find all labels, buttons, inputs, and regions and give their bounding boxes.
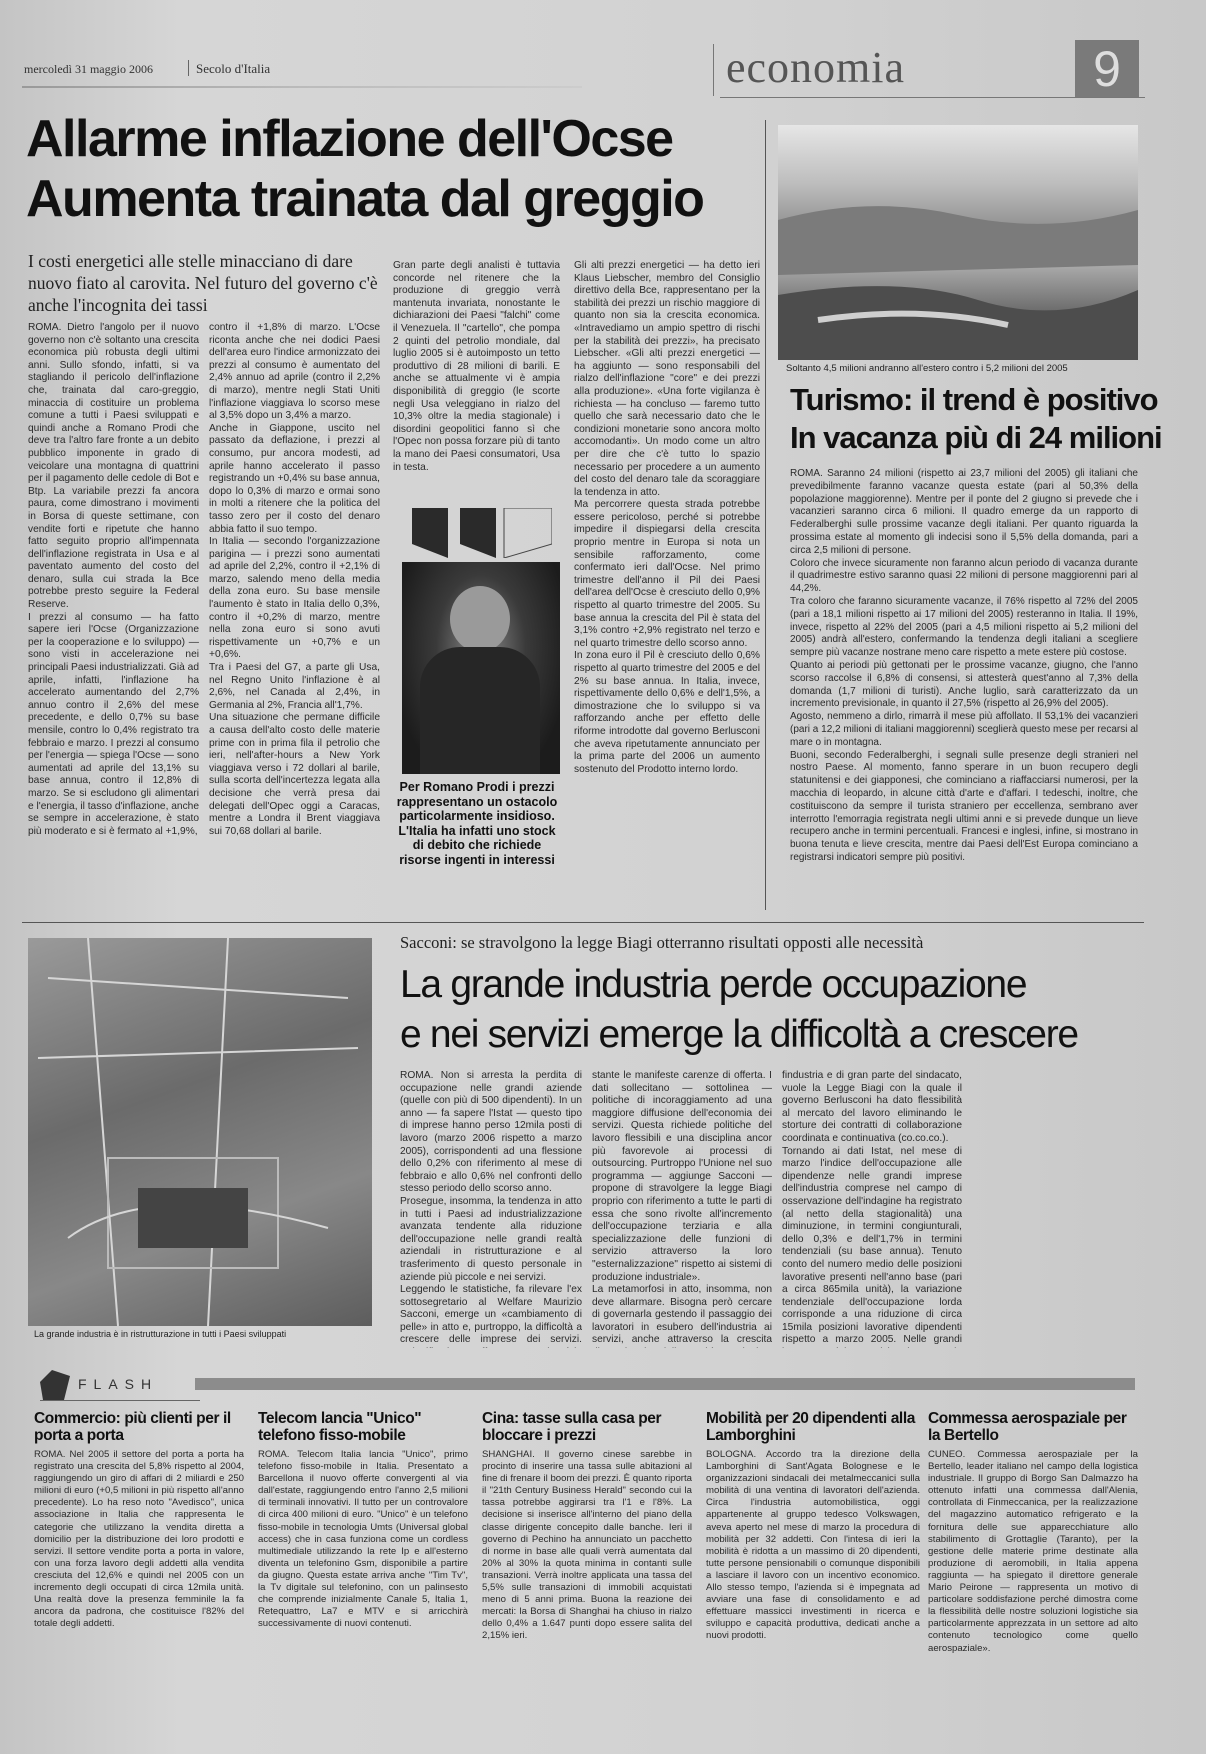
column-rule [765, 120, 766, 910]
prodi-photo [402, 562, 560, 774]
kicker: Sacconi: se stravolgono la legge Biagi otterranno risultati opposti alle necessità [400, 933, 924, 952]
headline: La grande industria perde occupazione [400, 963, 1027, 1006]
header-rule [22, 86, 582, 88]
flash-logo-icon [40, 1370, 70, 1400]
flash-rule [40, 1400, 200, 1401]
article-column: contro il +1,8% di marzo. L'Ocse riconta anche che nei dodici Paesi dell'area euro l'indice armonizzato dei prezzi al consumo è aumentato del 2,4% annuo ad aprile (contro il 2,2% di marzo), mentre negli Stati Uniti l'inflazione viaggiava lo scorso mese al 3,5% dopo un 3,4% a marzo. Anche in Giappone, uscito nel passato da deflazione, i prezzi al consumo, pur ancora modesti, ad aprile hanno accelerato il passo registrando un +0,4% su base annua, dopo lo 0,3% di marzo e ormai sono in molti a ritenere che la politica del tasso zero per il costo del denaro abbia fatto il suo tempo. In Italia — secondo l'organizzazione parigina — i prezzi sono aumentati ad aprile del 2,2%, contro il +2,1% di marzo, salendo meno della media della zona euro. Su base mensile l'aumento è stato in Italia dello 0,3%, contro il +0,2% di marzo, mentre nella zona euro si sono avuti rispettivamente un +0,7% e un +0,6%. Tra i Paesi del G7, a parte gli Usa, nel Regno Unito l'inflazione è al 2,6%, nel Canada al 2,4%, in Germania al 2%, Francia all'1,7%. Una situazione che permane difficile a causa dell'alto costo delle materie prime con in prima fila il petrolio che ieri, nell'after-hours a New York viaggiava verso i 72 dollari al barile, sulla scorta dell'incertezza legata alla decisione che verrà presa dai delegati dell'Opec oggi a Caracas, mentre a Londra il Brent viaggiava sui 70,68 dollari al barile. [209, 322, 380, 837]
flash-body: ROMA. Telecom Italia lancia "Unico", primo telefono fisso-mobile in Italia. Presentato a Barcellona il nuovo offerte convergenti al via dall'estate, raggiungendo entro l'anno 2,5 milioni di terminali innovativi. Il tutto per un controvalore di circa 400 milioni di euro. "Unico" è un telefono fisso-mobile in tecnologia Umts (Universal global access) che in casa funziona come un cordless multimediale utilizzando la rete Ip e all'esterno diventa un telefonino Gsm, disponibile a partire da giugno. Questa estate arriva anche "Tim Tv", la Tv digitale sul telefonino, con un palinsesto che comprende inizialmente Canale 5, Italia 1, Retequattro, La7 e MTV e si arricchirà successivamente di nuovi contenuti. [258, 1449, 468, 1630]
article-column: stante le manifeste carenze di offerta. I dati sollecitano — sottolinea — politiche di incoraggiamento ad una maggiore diffusione dell'economia dei servizi. Questa richiede politiche del lavoro flessibili e una disciplina ancor più favorevole ai processi di outsourcing. Purtroppo l'Unione nel suo programma — aggiunge Sacconi — propone di stravolgere la legge Biagi proprio con riferimento a tutte le parti di essa che sono rivolte all'incremento dell'occupazione terziaria e alla specializzazione delle funzioni di servizio attraverso la loro "esternalizzazione" rispetto ai sistemi di produzione industriale». La metamorfosi in atto, insomma, non deve allarmare. Bisogna però cercare di governarla gestendo il passaggio dei lavoratori in esubero dell'industria ai servizi, anche attraverso la crescita [592, 1070, 772, 1346]
flash-headline: Telecom lancia "Unico" telefono fisso-mobile [258, 1410, 422, 1444]
flash-body: SHANGHAI. Il governo cinese sarebbe in procinto di inserire una tassa sulle abitazioni al fine di frenare il boom dei prezzi. È quanto riporta il "21th Century Business Herald" secondo cui la tassa potrebbe aggirarsi tra l'1 e l'8%. La decisione si inserisce all'interno del piano della classe dirigente concepito dalle banche. Ieri il governo di Pechino ha annunciato un pacchetto di norme in base alle quali verrà aumentata dal 20% al 30% la quota minima in contanti sulle transazioni. Verrà inoltre applicata una tassa del 5,5% sulle transazioni di immobili acquistati meno di 5 anni prima. Buona la reazione dei mercati: la Borsa di Shanghai ha chiuso in rialzo dello 0,4% a 1.647 punti dopo essere salita del 2,15% ieri. [482, 1449, 692, 1642]
article-column: Gran parte degli analisti è tuttavia concorde nel ritenere che la produzione di greggio verrà mantenuta invariata, nonostante le dichiarazioni dei Paesi "falchi" come il Venezuela. Il "cartello", che pompa 2 quinti del petrolio mondiale, dal luglio 2005 si è autoimposto un tetto produttivo di 28 milioni di barili. E anche se attualmente vi è ampia disponibilità di greggio (le scorte negli Usa veleggiano in rialzo del 10,3% oltre la media stagionale) i disordini geopolitici fanno sì che l'Opec non possa forzare più di tanto la mano dei Paesi consumatori, Usa in testa. [393, 260, 560, 473]
headline: e nei servizi emerge la difficoltà a crescere [400, 1013, 1078, 1056]
article-column: Gli alti prezzi energetici — ha detto ieri Klaus Liebscher, membro del Consiglio direttivo della Bce, rappresentano per la stabilità dei prezzi un rischio maggiore di quanto non sia la crescita economica. «Intravediamo un ampio spettro di rischi per la stabilità dei prezzi», ha precisato Liebscher. «Gli alti prezzi energetici — ha aggiunto — sono responsabili del rialzo dell'inflazione "core" e dei prezzi alla produzione». «Una forte vigilanza è richiesta — ha concluso — faremo tutto quello che sarà necessario dato che le condizioni monetarie sono ancora molto accomodanti». Un modo come un altro per dire che c'è tutto lo spazio necessario per procedere a un aumento del costo del denaro tale da scoraggiare la tendenza in atto. Ma percorrere questa strada potrebbe essere pericoloso, perché si potrebbe impedire il dispiegarsi della crescita proprio mentre in Europa si nota un sensibile rafforzamento, come confermato ieri dall'Ocse. Nel primo trimestre dell'anno il Pil dei Paesi dell'area dell'Ocse è cresciuto dello 0,9% rispetto al quarto trimestre del 2005. Su base annua la crescita del Pil è stata del 3,1% contro +2,9% registrato nel terzo e nel quarto trimestre dello scorso anno. In zona euro il Pil è cresciuto dello 0,6% rispetto al quarto trimestre del 2005 e del 2% su base annua. In Italia, invece, rispettivamente dello 0,6% e dell'1,5%, a dimostrazione che lo sviluppo si va rafforzando anche per effetto delle riforme introdotte dal governo Berlusconi che aveva ripetutamente annunciato per la prima parte del 2006 un aumento sostenuto del Prodotto interno lordo. [574, 260, 760, 775]
section-title: economia [726, 43, 906, 92]
factory-photo [28, 938, 372, 1326]
article-column: ROMA. Dietro l'angolo per il nuovo governo non c'è soltanto una crescita economica più robusta degli ultimi anni. Sullo sfondo, infatti, si va stagliando il pericolo dell'inflazione che, trainata dal caro-greggio, minaccia di costituire un problema comune a tutti i Paesi sviluppati e quindi anche a Romano Prodi che deve tra l'altro fare fronte a un debito pubblico imponente in grado di veicolare una montagna di quattrini per il pagamento delle cedole di Bot e Btp. La variabile prezzi fa ancora paura, come dimostrano i movimenti in Borsa di queste settimane, con vendite forti e ripetute che hanno fatto seguito proprio all'impennata dell'inflazione registrata in Usa e al paventato aumento del costo del denaro, sulla cui strada la Bce potrebbe presto seguire la Federal Reserve. I prezzi al consumo — ha fatto sapere ieri l'Ocse (Organizzazione per la cooperazione e lo sviluppo) — sono visti in accelerazione nei principali Paesi industrializzati. Già ad aprile, infatti, l'inflazione ha accelerato aumentando del 2,7% annuo contro il 2,6% del mese precedente, e dello 0,7% su base mensile, contro lo 0,4% registrato tra febbraio e marzo. I prezzi al consumo per l'energia — spiega l'Ocse — sono aumentati ad aprile del 13,1% su base annua, contro il 12,8% di marzo. Se si escludono gli alimentari e l'energia, il tasso d'inflazione, anche se sempre in accelerazione, è stato più moderato e si è fermato al +1,9%, [28, 322, 199, 837]
flash-body: CUNEO. Commessa aerospaziale per la Bertello, leader italiano nel campo della logistica industriale. Il gruppo di Borgo San Dalmazzo ha ottenuto infatti una commessa dall'Alenia, controllata di Finmeccanica, per la realizzazione del magazzino automatico refrigerato e la fornitura delle sue apparecchiature allo stabilimento di Grottaglie (Taranto), per la gestione delle materie prime destinate alla produzione di aeromobili, in Italia appena raggiunta — ha spiegato il direttore generale Mario Peirone — rappresenta un motivo di particolare soddisfazione perché dimostra come la flessibilità delle nostre soluzioni logistiche sia particolarmente apprezzata in un settore ad alto contenuto tecnologico come quello aerospaziale». [928, 1449, 1138, 1654]
headline: In vacanza più di 24 milioni [790, 420, 1162, 455]
flash-item [706, 1410, 920, 1747]
section-rule [22, 922, 1144, 923]
flash-label: FLASH [78, 1376, 159, 1392]
body-shape [420, 647, 540, 774]
flash-headline: Commercio: più clienti per il porta a porta [34, 1410, 231, 1444]
divider [188, 60, 189, 76]
flash-body: BOLOGNA. Accordo tra la direzione della Lamborghini di Sant'Agata Bolognese e le organizzazioni sindacali dei metalmeccanici sulla mobilità di una ventina di lavoratori dell'azienda. Circa l'industria automobilistica, oggi appartenente al gruppo tedesco Volkswagen, aveva aperto nel mese di marzo la procedura di mobilità per 32 addetti. Con l'intesa di ieri la mobilità è ridotta a un massimo di 20 dipendenti, tutte persone pensionabili o comunque disponibili a lasciare il lavoro con un incentivo economico. Allo stesso tempo, l'azienda si è impegnata ad avviare una fase di consolidamento e ad effettuare massicci investimenti in ricerca e sviluppo e capacità produttiva, dedicati anche a nuovi prodotti. [706, 1449, 920, 1642]
headline: Aumenta trainata dal greggio [26, 170, 704, 228]
flash-headline: Mobilità per 20 dipendenti alla Lamborghini [706, 1410, 915, 1444]
divider [713, 44, 714, 96]
photo-caption: Per Romano Prodi i prezzi rappresentano un ostacolo particolarmente insidioso. L'Italia ha infatti uno stock di debito che richiede risorse ingenti in interessi [396, 780, 558, 867]
flash-item [34, 1410, 244, 1747]
newspaper-name: Secolo d'Italia [196, 61, 271, 76]
photo-caption: Soltanto 4,5 milioni andranno all'estero contro i 5,2 milioni del 2005 [786, 363, 1068, 374]
flash-body: ROMA. Nel 2005 il settore del porta a porta ha registrato una crescita del 5,8% rispetto al 2004, raggiungendo un giro di affari di 2 miliardi e 250 milioni di euro (+0,5 milioni in più rispetto all'anno precedente). Lo ha reso noto "Avedisco", unica associazione in Italia che rappresenta le categorie che utilizzano la vendita diretta a domicilio per la distribuzione dei loro prodotti e servizi. Il settore vendite porta a porta in valore, con una forza lavoro degli addetti alla vendita cresciuta del 12,6% e quindi nel 2005 con un incremento degli occupati di circa 12mila unità. Una realtà dove la presenza femminile la fa ancora da padrona, che costituisce l'82% del totale degli addetti. [34, 1449, 244, 1630]
face-shape [450, 586, 510, 652]
article-body: ROMA. Saranno 24 milioni (rispetto ai 23,7 milioni del 2005) gli italiani che prevedibilmente faranno vacanze questa estate (pari al 50,3% della popolazione maggiorenne). Mentre per il ponte del 2 giugno si prevede che i vacanzieri saranno circa 6 milioni. Il quadro emerge da un rapporto di Federalberghi sulle prossime vacanze degli italiani. Per quanto riguarda la prossima estate al momento gli indecisi sono il 5,5% della domanda, pari a circa 2,5 milioni di persone. Coloro che invece sicuramente non faranno alcun periodo di vacanza durante il quadrimestre estivo saranno quasi 22 milioni di persone maggiorenni pari al 44,2%. Tra coloro che faranno sicuramente vacanze, il 76% rispetto al 72% del 2005 (pari a 18,1 milioni rispetto ai 17 milioni del 2005) resteranno in Italia. Il 19%, invece, rispetto al 22% del 2005 (pari a 4,5 milioni rispetto ai 5,2 milioni del 2005) andrà all'estero, confermando la tendenza degli italiani a scegliere sempre più vacanze nostrane meno care rispetto a mete estere più costose. Quanto ai periodi più gettonati per le prossime vacanze, giugno, che l'anno scorso raccolse il 6,8% di consensi, si attesterà quest'anno al 7,3% della domanda (1,7 milioni di turisti). Anche luglio, sarà caratterizzato da un incremento previsionale, in quanto il 27,5% (rispetto al 26,9% del 2005). Agosto, nemmeno a dirlo, rimarrà il mese più affollato. Il 53,1% dei vacanzieri (pari a 12,2 milioni di italiani maggiorenni) sceglierà questo mese per recarsi al mare o in montagna. Buoni, secondo Federalberghi, i segnali sulle presenze degli stranieri nel nostro Paese. Al momento, fanno sperare in un buon recupero degli statunitensi e dei giapponesi, che cominciano a riaffacciarsi numerosi, per la macchia di leopardo, in alcune città d'arte e d'affari. I tedeschi, inoltre, che costituiscono da sempre il turista straniero per eccellenza, sembrano aver interrotto l'emorragia registrata negli ultimi anni e si prevede dunque un lieve recupero anche in termini percentuali. Francesi e inglesi, infine, si mostrano in buona tenuta e lieve crescita, mentre dai Paesi dell'Est Europa cominciano a registrarsi indicatori sempre più positivi. [790, 468, 1138, 863]
flash-item [928, 1410, 1138, 1747]
page-number: 9 [1075, 40, 1139, 98]
issue-date: mercoledì 31 maggio 2006 [24, 62, 153, 76]
flash-item [482, 1410, 692, 1747]
flash-headline: Commessa aerospaziale per la Bertello [928, 1410, 1127, 1444]
header-rule [720, 97, 1145, 98]
subhead: I costi energetici alle stelle minacciano di dare nuovo fiato al carovita. Nel futuro del governo c'è anche l'incognita dei tassi [28, 251, 378, 315]
headline: Allarme inflazione dell'Ocse [26, 110, 673, 168]
landscape-photo [778, 125, 1138, 360]
flash-bar [195, 1378, 1135, 1390]
flash-headline: Cina: tasse sulla casa per bloccare i prezzi [482, 1410, 662, 1444]
photo-caption: La grande industria è in ristrutturazione in tutti i Paesi sviluppati [34, 1329, 287, 1339]
left-columns-block [28, 250, 380, 910]
article-column: ROMA. Non si arresta la perdita di occupazione nelle grandi aziende (quelle con più di 500 dipendenti). In un anno — fa sapere l'Istat — questo tipo di imprese hanno perso 12mila posti di lavoro (marzo 2006 rispetto a marzo 2005), corrispondenti ad una flessione dello 0,2% con riferimento al mese di febbraio e allo 0,6% nel confronti dello stesso periodo dello scorso anno. Prosegue, insomma, la tendenza in atto in tutti i Paesi ad industrializzazione avanzata tendente alla riduzione dell'occupazione nelle grandi realtà aziendali in ristrutturazione e al trasferimento di questo personale in aziende più piccole e nei servizi. Leggendo le statistiche, fa rilevare l'ex sottosegretario al Welfare Maurizio Sacconi, emerge un «cambiamento di pelle» in atto e, purtroppo, la difficoltà a crescere delle imprese dei servizi. [400, 1070, 582, 1346]
article-column: findustria e di gran parte del sindacato, vuole la Legge Biagi con la quale il governo Berlusconi ha dato flessibilità al mercato del lavoro eliminando le storture dei contratti di collaborazione coordinata e continuativa (co.co.co.). Tornando ai dati Istat, nel mese di marzo l'indice dell'occupazione alle dipendenze nelle grandi imprese dell'industria comprese nel campo di osservazione dell'indagine ha registrato (al netto della stagionalità) una diminuzione, in termini congiunturali, dello 0,3% e dell'1,7% in termini tendenziali (su base annua). Tenuto conto del numero medio delle posizioni lavorative presenti nell'anno base (pari a circa 865mila unità), la variazione tendenziale dell'occupazione lorda corrisponde a una riduzione di circa 15mila posizioni lavorative dipendenti rispetto a marzo 2005. Nelle grandi [782, 1070, 962, 1346]
flash-item [258, 1410, 468, 1747]
quote-icon [412, 508, 552, 558]
headline: Turismo: il trend è positivo [790, 382, 1158, 417]
left-columns [28, 322, 380, 910]
